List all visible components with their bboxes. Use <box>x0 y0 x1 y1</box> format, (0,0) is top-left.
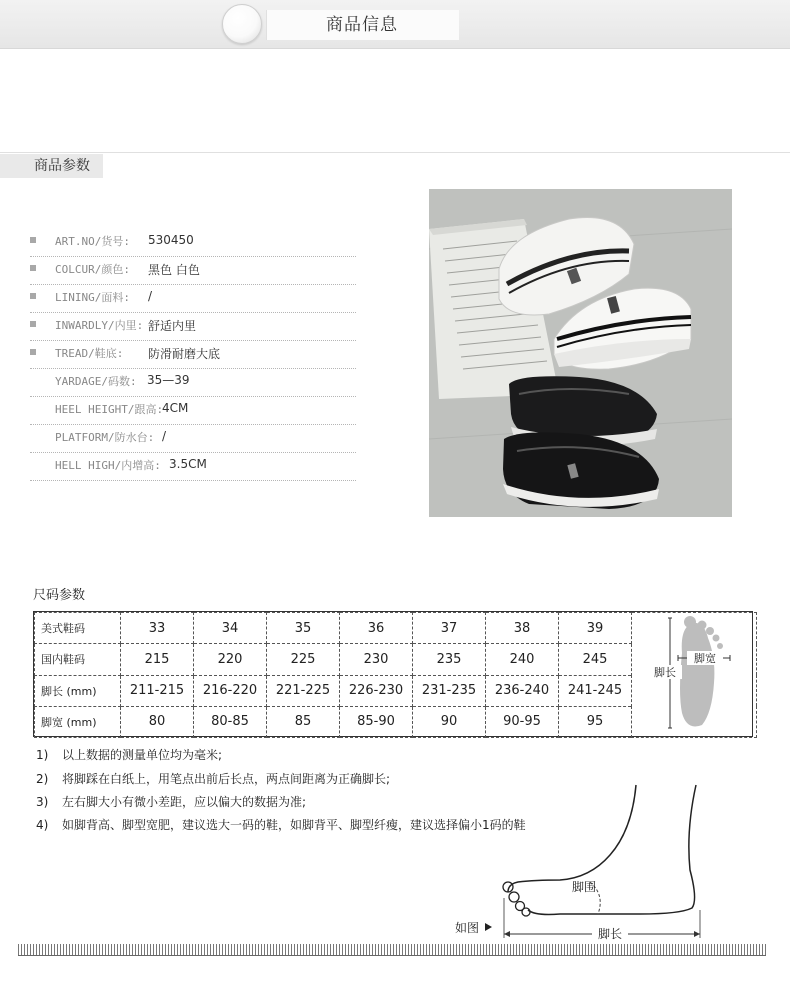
size-chart-title: 尺码参数 <box>33 588 86 603</box>
spec-value: / <box>162 429 167 443</box>
play-arrow-icon <box>485 923 492 931</box>
spec-value: 530450 <box>148 233 194 247</box>
instep-label: 脚围 <box>572 880 597 894</box>
spec-label: LINING/面料: <box>55 291 130 304</box>
spec-value: 黑色 白色 <box>148 263 200 277</box>
bullet-icon <box>30 265 36 271</box>
table-cell: 221-225 <box>267 675 340 706</box>
table-cell: 245 <box>559 644 632 675</box>
row-header: 脚长 (mm) <box>35 675 121 706</box>
table-cell: 216-220 <box>194 675 267 706</box>
spec-label: INWARDLY/内里: <box>55 319 144 332</box>
table-cell: 36 <box>340 613 413 644</box>
header-circle-icon <box>222 4 262 44</box>
row-header: 国内鞋码 <box>35 644 121 675</box>
spec-value: 防滑耐磨大底 <box>148 347 221 361</box>
table-cell: 80-85 <box>194 706 267 737</box>
spec-row <box>30 452 356 481</box>
table-cell: 34 <box>194 613 267 644</box>
spec-value: / <box>148 289 153 303</box>
note-item <box>36 746 222 763</box>
table-cell: 211-215 <box>121 675 194 706</box>
foot-length-label: 脚长 <box>654 666 676 679</box>
header-divider <box>0 48 790 49</box>
spec-value: 3.5CM <box>169 457 207 471</box>
shoes-illustration <box>429 189 732 517</box>
note-text: 以上数据的测量单位均为毫米; <box>62 748 223 762</box>
length-label: 脚长 <box>597 927 623 941</box>
spec-row <box>30 340 356 369</box>
size-table <box>34 612 757 738</box>
foot-diagram-cell <box>632 613 757 738</box>
spec-row <box>30 256 356 285</box>
spec-value: 舒适内里 <box>148 319 197 333</box>
row-header: 脚宽 (mm) <box>35 706 121 737</box>
spec-label: HELL HIGH/内增高: <box>55 459 161 472</box>
table-cell: 215 <box>121 644 194 675</box>
note-item <box>36 770 390 787</box>
table-cell: 235 <box>413 644 486 675</box>
spec-row <box>30 424 356 453</box>
table-cell: 80 <box>121 706 194 737</box>
foot-width-label: 脚宽 <box>694 652 716 665</box>
spec-row <box>30 312 356 341</box>
section-divider <box>0 152 790 153</box>
note-number: 2) <box>36 772 49 786</box>
table-cell: 95 <box>559 706 632 737</box>
spec-label: PLATFORM/防水台: <box>55 431 155 444</box>
as-shown-label: 如图 <box>455 921 480 935</box>
spec-label: ART.NO/货号: <box>55 235 130 248</box>
table-cell: 33 <box>121 613 194 644</box>
table-cell: 85 <box>267 706 340 737</box>
spec-row <box>30 396 356 425</box>
bullet-icon <box>30 349 36 355</box>
spec-label: COLCUR/颜色: <box>55 263 130 276</box>
foot-side-diagram <box>440 780 740 945</box>
table-cell: 37 <box>413 613 486 644</box>
product-photo <box>429 189 732 517</box>
note-number: 4) <box>36 818 49 832</box>
spec-value: 35—39 <box>147 373 190 387</box>
table-row <box>35 613 757 644</box>
spec-label: HEEL HEIGHT/跟高: <box>55 403 164 416</box>
note-text: 将脚踩在白纸上，用笔点出前后长点，两点间距离为正确脚长; <box>62 772 391 786</box>
spec-row <box>30 228 356 257</box>
note-text: 如脚背高、脚型宽肥，建议选大一码的鞋，如脚背平、脚型纤瘦，建议选择偏小1码的鞋 <box>62 818 526 832</box>
section-title: 商品参数 <box>34 158 90 174</box>
table-cell: 236-240 <box>486 675 559 706</box>
table-cell: 90 <box>413 706 486 737</box>
table-cell: 240 <box>486 644 559 675</box>
page-title: 商品信息 <box>326 15 398 35</box>
note-number: 3) <box>36 795 49 809</box>
bullet-icon <box>30 293 36 299</box>
foot-outline-icon <box>632 613 756 733</box>
table-cell: 220 <box>194 644 267 675</box>
table-cell: 225 <box>267 644 340 675</box>
spec-row <box>30 368 356 397</box>
table-cell: 230 <box>340 644 413 675</box>
row-header: 美式鞋码 <box>35 613 121 644</box>
note-item <box>36 793 306 810</box>
spec-row <box>30 284 356 313</box>
spec-value: 4CM <box>162 401 189 415</box>
table-cell: 38 <box>486 613 559 644</box>
ruler-baseline <box>18 955 766 956</box>
bullet-icon <box>30 237 36 243</box>
note-text: 左右脚大小有微小差距，应以偏大的数据为准; <box>62 795 307 809</box>
note-number: 1) <box>36 748 49 762</box>
spec-label: YARDAGE/码数: <box>55 375 137 388</box>
table-cell: 35 <box>267 613 340 644</box>
table-cell: 226-230 <box>340 675 413 706</box>
bullet-icon <box>30 321 36 327</box>
table-cell: 90-95 <box>486 706 559 737</box>
table-cell: 241-245 <box>559 675 632 706</box>
table-cell: 231-235 <box>413 675 486 706</box>
table-cell: 39 <box>559 613 632 644</box>
table-cell: 85-90 <box>340 706 413 737</box>
spec-label: TREAD/鞋底: <box>55 347 124 360</box>
